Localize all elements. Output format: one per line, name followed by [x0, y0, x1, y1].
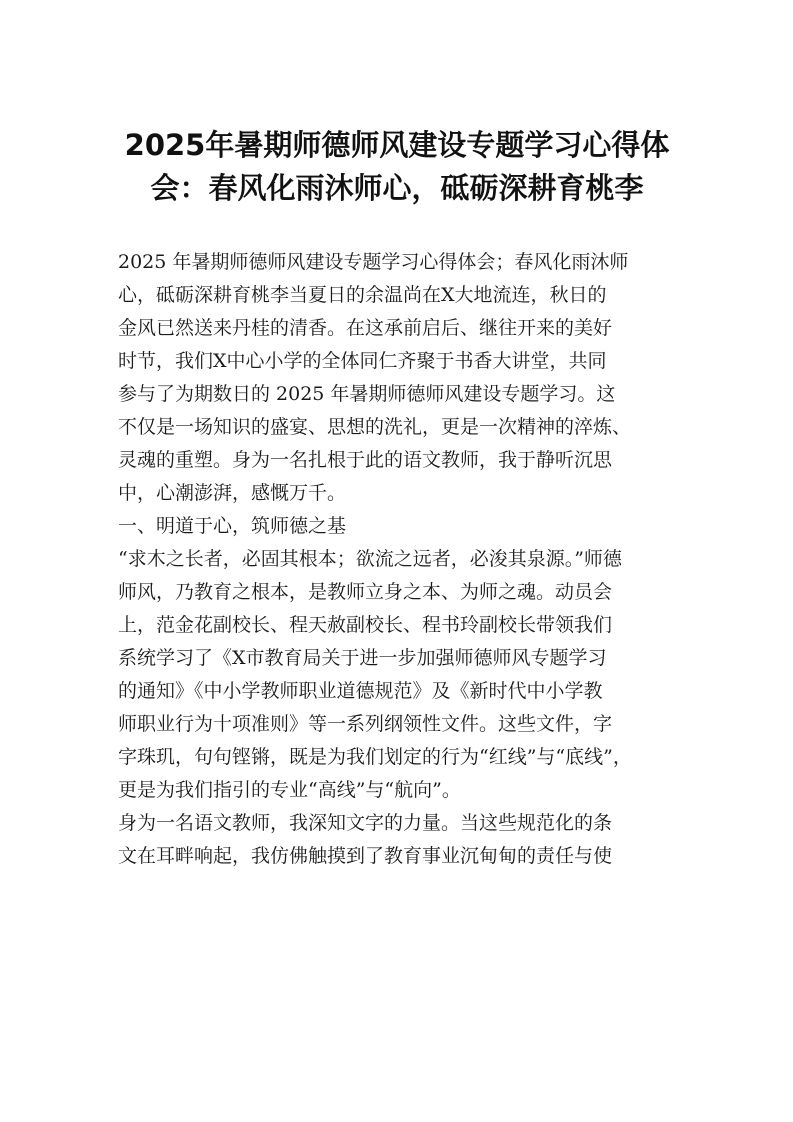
- title-line-1: 2025年暑期师德师风建设专题学习心得体: [124, 128, 670, 162]
- intro-paragraph: 2025 年暑期师德师风建设专题学习心得体会；春风化雨沐师 心，砥砺深耕育桃李当夏日的余温尚在X大地流连，秋日的 金风已然送来丹桂的清香。在这承前启后、继往开来的美好 时节，我们X中心小学的全体同仁齐聚于书香大讲堂，共同 参与了为期数日的 2025 年暑期师德师风建设专题学习。这 不仅是一场知识的盛宴、思想的洗礼，更是一次精神的淬炼、 灵魂的重塑。身为一名扎根于此的语文教师，我于静听沉思 中，心潮澎湃，感慨万千。: [118, 251, 632, 504]
- title-line-2: 会：春风化雨沐师心，砥砺深耕育桃李: [150, 171, 644, 205]
- body-paragraph: 身为一名语文教师，我深知文字的力量。当这些规范化的条 文在耳畔响起，我仿佛触摸到了教育事业沉甸甸的责任与使: [118, 812, 613, 867]
- document-title: [118, 124, 676, 210]
- section-heading: 一、明道于心，筑师德之基: [118, 515, 347, 537]
- document-body: [118, 246, 676, 873]
- body-paragraph: “求木之长者，必固其根本；欲流之远者，必浚其泉源。”师德 师风，乃教育之根本，是教师立身之本、为师之魂。动员会 上，范金花副校长、程天赦副校长、程书玲副校长带领我们 系统学习了《X市教育局关于进一步加强师德师风专题学习 的通知》《中小学教师职业道德规范》及《新时代中小学教 师职业行为十项准则》等一系列纲领性文件。这些文件，字 字珠玑，句句铿锵，既是为我们划定的行为“红线”与“底线”， 更是为我们指引的专业“高线”与“航向”。: [118, 548, 632, 801]
